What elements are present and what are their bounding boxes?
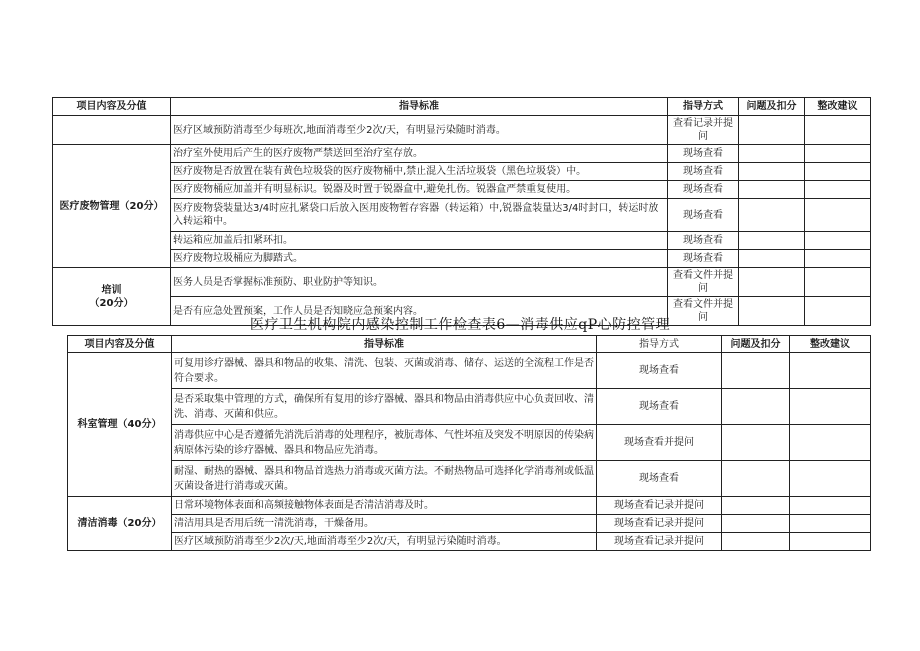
table-2-title: 医疗卫生机构院内感染控制工作检查表6—消毒供应qP心防控管理 [249, 317, 671, 333]
header-item: 项目内容及分值 [53, 98, 171, 116]
table-row [53, 116, 871, 145]
problem-cell[interactable] [722, 533, 790, 551]
criterion-text: 清洁用具是否用后统一清洗消毒，干燥备用。 [172, 515, 597, 533]
method-text: 现场查看记录并提问 [597, 533, 722, 551]
table-row [53, 145, 871, 163]
table-row [68, 497, 871, 515]
suggestion-cell[interactable] [805, 268, 871, 297]
method-text: 现场查看记录并提问 [597, 515, 722, 533]
problem-cell[interactable] [739, 232, 805, 250]
suggestion-cell[interactable] [790, 461, 871, 497]
section-training-title: 培训 [101, 284, 122, 296]
table-row [68, 425, 871, 461]
suggestion-cell[interactable] [790, 425, 871, 461]
method-text: 现场查看并提问 [597, 425, 722, 461]
method-text: 现场查看 [668, 199, 739, 232]
header-problem: 问题及扣分 [739, 98, 805, 116]
criterion-text: 医务人员是否掌握标准预防、职业防护等知识。 [171, 268, 668, 297]
problem-cell[interactable] [722, 425, 790, 461]
method-text: 现场查看记录并提问 [597, 497, 722, 515]
table-row [53, 199, 871, 232]
criterion-text: 可复用诊疗器械、器具和物品的收集、清洗、包装、灭菌或消毒、储存、运送的全流程工作是否符合要求。 [172, 353, 597, 389]
problem-cell[interactable] [739, 250, 805, 268]
table-row [53, 232, 871, 250]
criterion-text: 医疗废物袋装量达3/4时应扎紧袋口后放入医用废物暂存容器（转运箱）中,锐器盒装量达3/4时封口，转运时放入转运箱中。 [171, 199, 668, 232]
section-training-score: （20分） [89, 297, 134, 309]
problem-cell[interactable] [739, 268, 805, 297]
suggestion-cell[interactable] [805, 181, 871, 199]
method-text: 现场查看 [668, 145, 739, 163]
criterion-text: 是否有应急处置预案，工作人员是否知晓应急预案内容。 [171, 297, 668, 326]
table-row [68, 515, 871, 533]
suggestion-cell[interactable] [805, 232, 871, 250]
table-row [53, 250, 871, 268]
section-cell-empty [53, 116, 171, 145]
table-row [53, 163, 871, 181]
suggestion-cell[interactable] [790, 515, 871, 533]
suggestion-cell[interactable] [790, 533, 871, 551]
criterion-text: 医疗废物是否放置在装有黄色垃圾袋的医疗废物桶中,禁止混入生活垃圾袋（黑色垃圾袋）中。 [171, 163, 668, 181]
method-text: 查看文件并提问 [668, 297, 739, 326]
section-waste-label: 医疗废物管理（20分） [53, 145, 171, 268]
suggestion-cell[interactable] [790, 389, 871, 425]
method-text: 现场查看 [597, 353, 722, 389]
method-text: 现场查看 [597, 389, 722, 425]
header-item: 项目内容及分值 [68, 336, 172, 353]
problem-cell[interactable] [722, 389, 790, 425]
table-row [53, 268, 871, 297]
suggestion-cell[interactable] [805, 250, 871, 268]
criterion-text: 消毒供应中心是否遵循先消洗后消毒的处理程序，被朊毒体、气性坏疽及突发不明原因的传染病病原体污染的诊疗器械、器具和物品应先消毒。 [172, 425, 597, 461]
criterion-text: 医疗废物桶应加盖并有明显标识。锐器及时置于锐器盒中,避免扎伤。锐器盒严禁重复使用。 [171, 181, 668, 199]
table-row [68, 389, 871, 425]
header-problem: 问题及扣分 [722, 336, 790, 353]
problem-cell[interactable] [739, 116, 805, 145]
method-text: 查看记录并提问 [668, 116, 739, 145]
table-row [68, 533, 871, 551]
criterion-text: 医疗区域预防消毒至少每班次,地面消毒至少2次/天，有明显污染随时消毒。 [171, 116, 668, 145]
problem-cell[interactable] [722, 461, 790, 497]
method-text: 现场查看 [668, 232, 739, 250]
problem-cell[interactable] [722, 515, 790, 533]
suggestion-cell[interactable] [790, 497, 871, 515]
problem-cell[interactable] [739, 145, 805, 163]
suggestion-cell[interactable] [805, 145, 871, 163]
method-text: 现场查看 [597, 461, 722, 497]
criterion-text: 治疗室外使用后产生的医疗废物严禁送回至治疗室存放。 [171, 145, 668, 163]
criterion-text: 是否采取集中管理的方式，确保所有复用的诊疗器械、器具和物品由消毒供应中心负责回收、清洗、消毒、灭菌和供应。 [172, 389, 597, 425]
problem-cell[interactable] [739, 181, 805, 199]
method-text: 查看文件并提问 [668, 268, 739, 297]
header-standard: 指导标准 [171, 98, 668, 116]
suggestion-cell[interactable] [805, 199, 871, 232]
section-clean-label: 清洁消毒（20分） [68, 497, 172, 551]
section-dept-label: 科室管理（40分） [68, 353, 172, 497]
suggestion-cell[interactable] [805, 116, 871, 145]
problem-cell[interactable] [739, 163, 805, 181]
header-suggestion: 整改建议 [790, 336, 871, 353]
header-method: 指导方式 [668, 98, 739, 116]
criterion-text: 日常环境物体表面和高频接触物体表面是否清洁消毒及时。 [172, 497, 597, 515]
criterion-text: 医疗区域预防消毒至少2次/天,地面消毒至少2次/天，有明显污染随时消毒。 [172, 533, 597, 551]
suggestion-cell[interactable] [805, 163, 871, 181]
criterion-text: 耐湿、耐热的器械、器具和物品首选热力消毒或灭菌方法。不耐热物品可选择化学消毒剂或低温灭菌设备进行消毒或灭菌。 [172, 461, 597, 497]
inspection-table-1 [52, 97, 871, 326]
problem-cell[interactable] [722, 353, 790, 389]
criterion-text: 转运箱应加盖后扣紧环扣。 [171, 232, 668, 250]
problem-cell[interactable] [739, 199, 805, 232]
criterion-text: 医疗废物垃圾桶应为脚踏式。 [171, 250, 668, 268]
suggestion-cell[interactable] [790, 353, 871, 389]
problem-cell[interactable] [722, 497, 790, 515]
table-row [68, 461, 871, 497]
method-text: 现场查看 [668, 250, 739, 268]
method-text: 现场查看 [668, 163, 739, 181]
header-method: 指导方式 [597, 336, 722, 353]
table-row [53, 181, 871, 199]
method-text: 现场查看 [668, 181, 739, 199]
inspection-table-2 [67, 335, 871, 551]
header-standard: 指导标准 [172, 336, 597, 353]
table-row [68, 353, 871, 389]
header-suggestion: 整改建议 [805, 98, 871, 116]
